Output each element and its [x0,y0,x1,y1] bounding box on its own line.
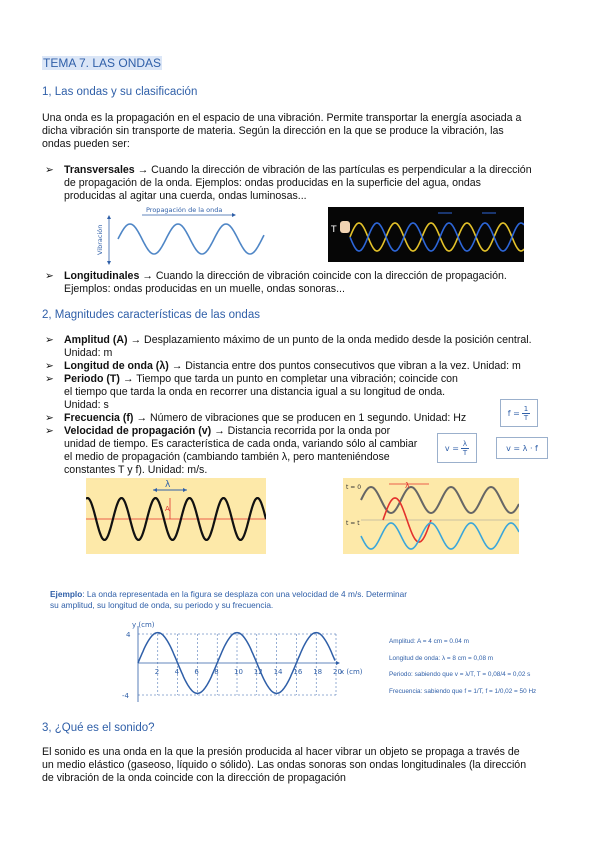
formula-v-den: T [462,448,468,457]
example-text-1: : La onda representada en la figura se desplaza con una velocidad de 4 m/s. Determinar [82,589,407,599]
section-2-heading: 2, Magnitudes características de las ondas [42,309,260,321]
lambda-label: λ [165,480,171,490]
transverse-wave-diagram [92,203,268,265]
example-statement [50,589,550,611]
section-3-line-1: El sonido es una onda en la que la presión producida al hacer vibrar un objeto se propaga a través de [42,746,520,758]
x-tick-label: 6 [194,668,199,676]
bullet-arrow-icon: ➢ [45,270,54,282]
intro-line-3: ondas pueden ser: [42,138,130,150]
vibration-label: Vibración [96,224,104,255]
formula-velocity-lambda-f: v = λ · f [496,437,548,459]
x-tick-label: 16 [293,668,303,676]
velocidad-line-4: constantes T y f). Unidad: m/s. [64,464,208,476]
x-tick-label: 14 [273,668,283,676]
amplitud-line-1: → Desplazamiento máximo de un punto de la onda medido desde la posición central. [127,334,532,346]
period-lambda-label: λ [405,481,410,490]
term-transversales: Transversales [64,164,135,176]
answer-longitud: Longitud de onda: λ = 8 cm = 0,08 m [389,654,494,662]
section-3-text [42,746,582,785]
frecuencia-line-1: → Número de vibraciones que se producen en 1 segundo. Unidad: Hz [133,412,467,424]
propagation-label: Propagación de la onda [146,206,223,214]
formula-v-lhs: v = [444,443,459,453]
term-longitud: Longitud de onda (λ) [64,360,169,372]
example-text-2: su amplitud, su longitud de onda, su periodo y su frecuencia. [50,600,274,610]
rope-wave-image [328,207,524,262]
bullet-arrow-icon: ➢ [45,412,54,424]
velocidad-line-1: → Distancia recorrida por la onda por [211,425,391,437]
example-answers [389,634,589,700]
transversal-line-1: → Cuando la dirección de vibración de las partículas es perpendicular a la dirección [134,164,532,176]
periodo-line-3: Unidad: s [64,399,109,411]
x-axis-label: x (cm) [340,668,363,676]
bullet-arrow-icon: ➢ [45,334,54,346]
bullet-frecuencia [45,412,494,425]
y-tick-minus4: -4 [122,692,129,700]
velocidad-line-3: el medio de propagación (cambiando también λ, pero manteniéndose [64,451,390,463]
bullet-transversales [45,164,564,203]
amplitud-line-2: Unidad: m [64,347,113,359]
periodo-line-1: → Tiempo que tarda un punto en completar una vibración; coincide con [119,373,458,385]
velocidad-line-2: unidad de tiempo. Es característica de cada onda, variando sólo al cambiar [64,438,418,450]
longitud-line-1: → Distancia entre dos puntos consecutivos que vibran a la vez. Unidad: m [168,360,521,372]
answer-amplitud: Amplitud: A = 4 cm = 0.04 m [389,638,469,645]
term-periodo: Periodo (T) [64,373,120,385]
transversal-line-2: de propagación de la onda. Ejemplos: ondas producidas en la superficie del agua, ondas [64,177,481,189]
bullet-periodo [45,373,494,412]
x-tick-label: 12 [253,668,263,676]
period-figure [343,478,519,554]
formula-velocity [437,433,477,463]
formula-f-lhs: f = [507,408,520,418]
bullet-longitudinales [45,270,564,296]
amplitude-label: A [165,505,170,513]
y-axis-label: y (cm) [132,621,155,629]
x-tick-label: 10 [234,668,243,676]
page-title: TEMA 7. LAS ONDAS [43,56,162,70]
bullet-arrow-icon: ➢ [45,164,54,176]
transverse-wave-curve [118,224,264,254]
section-1-intro [42,112,562,151]
bullet-amplitud [45,334,564,360]
formula-f-den: T [523,413,529,422]
x-tick-label: 18 [313,668,323,676]
x-tick-label: 8 [214,668,219,676]
formula-f-num: 1 [523,404,529,413]
formula-frequency [500,399,538,427]
formula-v-num: λ [462,439,468,448]
t0-label: t = 0 [346,484,362,491]
wavelength-figure [86,478,266,554]
intro-line-2: dicha vibración sin transporte de materia. Según la dirección en la que se produce la vibración, las [42,125,504,137]
y-tick-4: 4 [126,631,131,639]
intro-line-1: Una onda es la propagación en el espacio de una vibración. Permite transportar la energía asociada a [42,112,522,124]
x-tick-label: 20 [333,668,342,676]
example-graph [100,618,380,704]
term-longitudinales: Longitudinales [64,270,140,282]
bullet-arrow-icon: ➢ [45,373,54,385]
bullet-longitud [45,360,564,373]
transversal-line-3: producidas al agitar una cuerda, ondas luminosas... [64,190,307,202]
answer-frecuencia: Frecuencia: sabiendo que f = 1/T, f = 1/0,02 = 50 Hz [389,687,537,695]
section-3-line-3: de vibración de la onda coincide con la dirección de propagación [42,772,346,784]
rope-t-label: T [331,225,337,235]
x-tick-label: 2 [154,668,160,676]
section-3-line-2: un medio elástico (gaseoso, líquido o sólido). Las ondas sonoras son ondas longitudinales (la dirección [42,759,527,771]
section-1-heading: 1, Las ondas y su clasificación [42,86,198,98]
term-velocidad: Velocidad de propagación (v) [64,425,212,437]
tT-label: t = t [346,520,360,527]
bullet-arrow-icon: ➢ [45,425,54,437]
term-frecuencia: Frecuencia (f) [64,412,134,424]
longitudinal-line-1: → Cuando la dirección de vibración coincide con la dirección de propagación. [139,270,507,282]
example-label: Ejemplo [50,589,83,599]
answer-periodo: Periodo: sabiendo que v = λ/T, T = 0,08/4 = 0,02 s [389,671,531,678]
bullet-velocidad [45,425,444,477]
bullet-arrow-icon: ➢ [45,360,54,372]
periodo-line-2: el tiempo que tarda la onda en recorrer una distancia igual a su longitud de onda. [64,386,446,398]
x-tick-label: 4 [174,668,180,676]
term-amplitud: Amplitud (A) [64,334,128,346]
longitudinal-line-2: Ejemplos: ondas producidas en un muelle, ondas sonoras... [64,283,345,295]
section-3-heading: 3, ¿Qué es el sonido? [42,722,155,734]
